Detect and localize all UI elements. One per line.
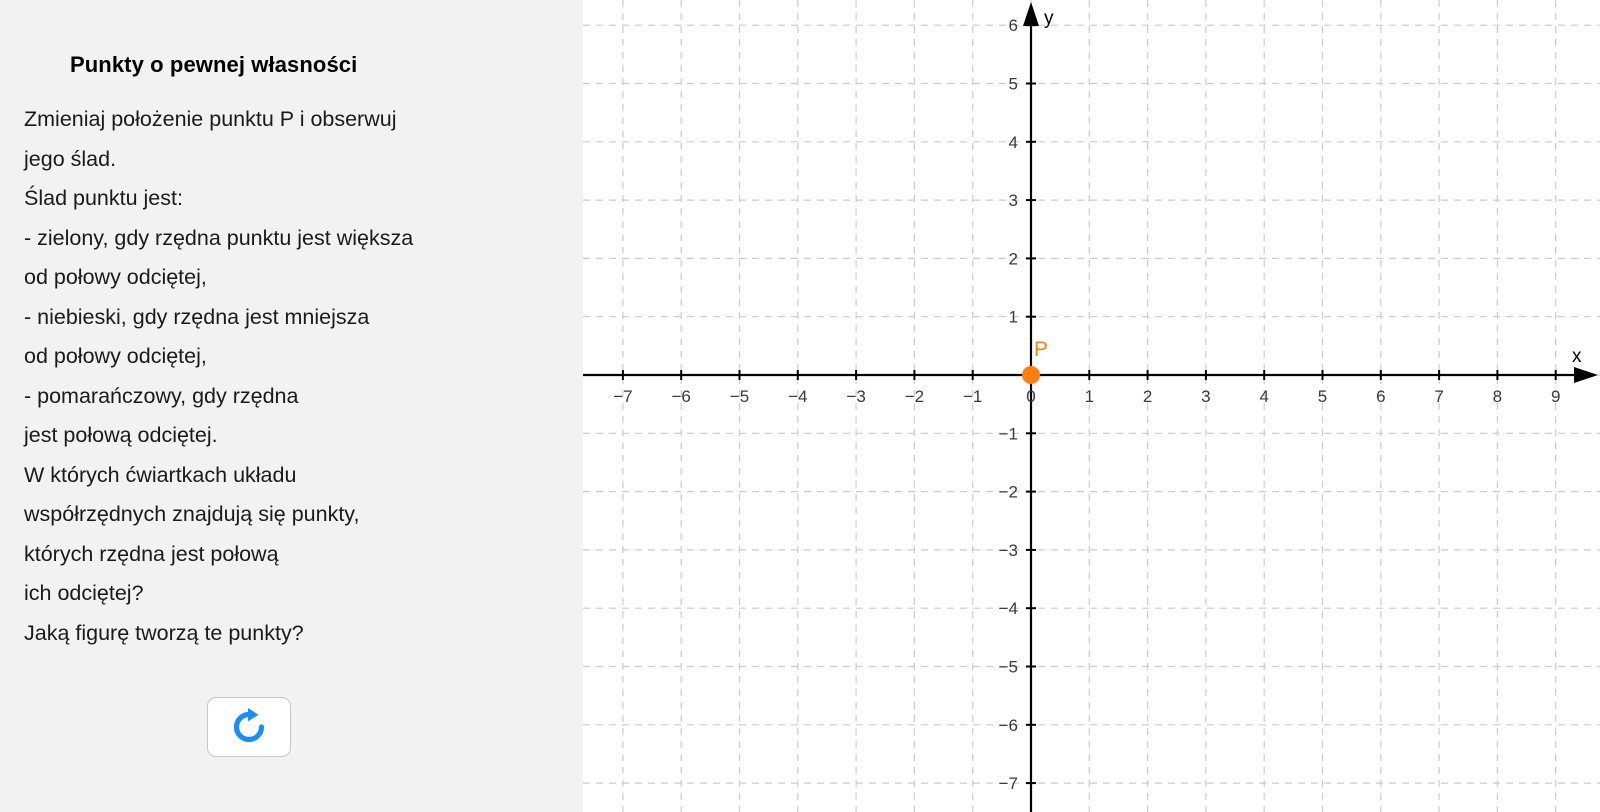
instruction-line: ich odciętej? <box>24 581 144 605</box>
instructions-panel <box>0 0 583 812</box>
instruction-line: - niebieski, gdy rzędna jest mniejsza <box>24 304 370 329</box>
graph-canvas[interactable] <box>583 0 1600 812</box>
y-tick-label: 2 <box>1008 249 1018 269</box>
instruction-line: Zmieniaj położenie punktu P i obserwuj <box>24 107 397 131</box>
point-marker[interactable] <box>1022 366 1040 384</box>
reset-button-container <box>207 697 291 757</box>
y-tick-label: 1 <box>1008 307 1018 327</box>
reset-button[interactable] <box>207 697 291 757</box>
page-title: Punkty o pewnej własności <box>70 52 358 77</box>
x-tick-label: −6 <box>671 387 691 406</box>
instruction-line: współrzędnych znajdują się punkty, <box>24 502 360 526</box>
y-tick-label: −5 <box>998 657 1018 677</box>
y-tick-label: 5 <box>1008 74 1018 94</box>
x-tick-label: −3 <box>846 387 866 406</box>
instruction-line: od połowy odciętej, <box>24 344 207 368</box>
x-tick-label: 8 <box>1492 387 1503 406</box>
instruction-line: od połowy odciętej, <box>24 265 207 289</box>
y-tick-label: −6 <box>998 715 1018 735</box>
x-tick-label: 9 <box>1550 387 1561 406</box>
y-axis-label: y <box>1044 8 1054 29</box>
instruction-line: W których ćwiartkach układu <box>24 462 297 487</box>
point-label: P <box>1034 338 1049 361</box>
points-layer[interactable] <box>1022 338 1048 384</box>
instruction-line: - zielony, gdy rzędna punktu jest większa <box>24 225 414 250</box>
grid-lines <box>583 0 1600 812</box>
y-tick-label: −4 <box>998 599 1018 619</box>
instructions-text <box>0 78 583 653</box>
x-tick-label: −2 <box>904 387 925 406</box>
axis-ticks <box>613 16 1560 793</box>
axis-names <box>1044 8 1582 367</box>
y-tick-label: −3 <box>998 540 1018 560</box>
instruction-line: jest połową odciętej. <box>24 423 218 447</box>
y-tick-label: −1 <box>998 424 1018 444</box>
y-tick-label: 3 <box>1008 191 1018 211</box>
refresh-icon <box>227 705 271 749</box>
x-tick-label: 1 <box>1084 387 1095 406</box>
y-tick-label: −2 <box>998 482 1018 502</box>
y-tick-label: 6 <box>1008 16 1018 36</box>
instruction-line: - pomarańczowy, gdy rzędna <box>24 383 299 408</box>
x-tick-label: −5 <box>729 387 750 406</box>
instruction-line: których rzędna jest połową <box>24 541 279 566</box>
instruction-line: jego ślad. <box>24 146 117 171</box>
x-tick-label: −7 <box>613 387 633 406</box>
x-tick-label: −1 <box>963 387 983 406</box>
x-tick-label: 0 <box>1026 387 1036 406</box>
x-tick-label: 5 <box>1317 387 1328 406</box>
axes <box>583 2 1598 812</box>
x-tick-label: 2 <box>1142 387 1153 406</box>
x-axis-label: x <box>1572 346 1582 367</box>
draggable-point-P[interactable] <box>1022 338 1048 384</box>
x-tick-label: 6 <box>1376 387 1386 406</box>
y-tick-label: −7 <box>998 774 1018 794</box>
y-tick-label: 4 <box>1008 132 1018 152</box>
coordinate-plane[interactable] <box>583 0 1600 812</box>
instruction-line: Ślad punktu jest: <box>24 186 183 210</box>
instruction-line: Jaką figurę tworzą te punkty? <box>24 620 304 645</box>
x-tick-label: 7 <box>1434 387 1444 406</box>
x-tick-label: 3 <box>1201 387 1211 406</box>
x-tick-label: 4 <box>1259 387 1269 406</box>
x-tick-label: −4 <box>788 387 808 406</box>
